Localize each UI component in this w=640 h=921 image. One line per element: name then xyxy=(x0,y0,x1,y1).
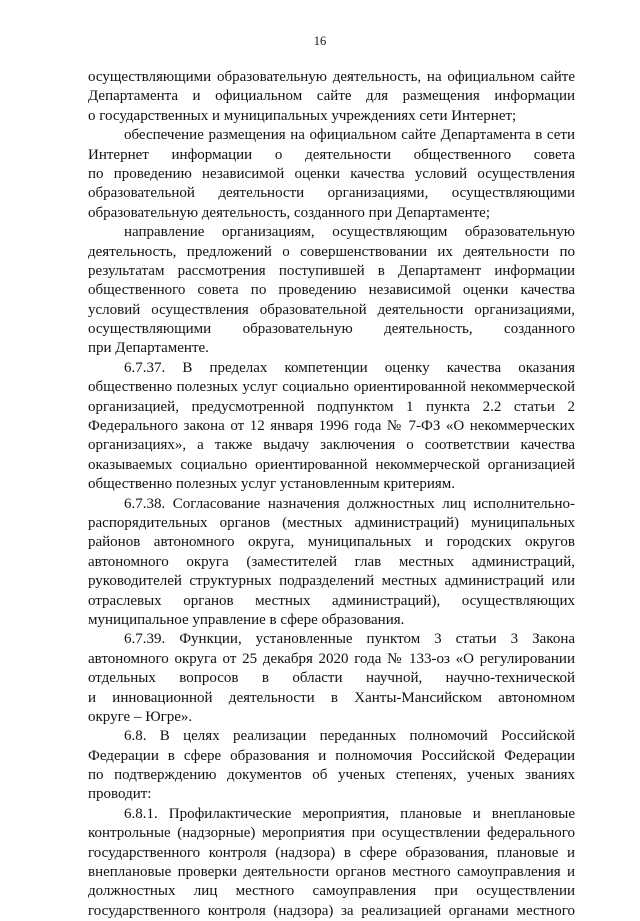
text-line: отраслевых органов местных администраций), осуществляющих xyxy=(88,592,575,609)
text-line: Федерации в сфере образования и полномочия Российской Федерации xyxy=(88,747,575,764)
text-line: общественного совета по проведению независимой оценки качества xyxy=(88,282,575,299)
text-line: руководителей структурных подразделений местных администраций или xyxy=(88,573,575,590)
text-line: при Департаменте. xyxy=(88,340,209,357)
text-line: округе – Югре». xyxy=(88,708,193,725)
text-line: 6.8. В целях реализации переданных полномочий Российской xyxy=(124,728,575,745)
document-body xyxy=(88,68,575,921)
text-line: о государственных и муниципальных учреждениях сети Интернет; xyxy=(88,107,517,124)
text-line: контрольные (надзорные) мероприятия при осуществлении федерального xyxy=(88,825,575,842)
text-line: обеспечение размещения на официальном сайте Департамента в сети xyxy=(124,127,575,144)
text-line: районов автономного округа, муниципальных и городских округов xyxy=(88,534,575,551)
text-line: осуществляющими образовательную деятельность, на официальном сайте xyxy=(88,69,575,85)
text-line: 6.7.37. В пределах компетенции оценку качества оказания xyxy=(124,359,575,376)
text-line: условий осуществления образовательной деятельности организациями, xyxy=(88,301,575,318)
text-line: образовательной деятельности организациями, осуществляющими xyxy=(88,185,575,202)
text-line: и инновационной деятельности в Ханты-Мансийском автономном xyxy=(88,689,575,706)
text-line: направление организациям, осуществляющим образовательную xyxy=(124,224,575,241)
page-number: 16 xyxy=(313,34,327,48)
text-line: Интернет информации о деятельности общественного совета xyxy=(88,146,575,163)
text-line: проводит: xyxy=(88,786,152,803)
text-line: организацией, предусмотренной подпунктом 1 пункта 2.2 статьи 2 xyxy=(88,398,575,415)
text-line: образовательную деятельность, созданного при Департаменте; xyxy=(88,204,490,221)
text-line: автономного округа от 25 декабря 2020 года № 133-оз «О регулировании xyxy=(88,650,575,667)
text-line: 6.7.39. Функции, установленные пунктом 3 статьи 3 Закона xyxy=(124,631,575,648)
text-line: должностных лиц местного самоуправления при осуществлении xyxy=(88,883,575,900)
text-line: государственного контроля (надзора) в сфере образования, плановые и xyxy=(88,844,575,861)
text-line: распорядительных органов (местных администраций) муниципальных xyxy=(88,514,575,531)
text-line: деятельность, предложений о совершенствовании их деятельности по xyxy=(88,243,575,260)
text-line: муниципальное управление в сфере образования. xyxy=(88,611,405,628)
text-line: результатам рассмотрения поступившей в Департамент информации xyxy=(88,262,575,279)
text-line: автономного округа (заместителей глав местных администраций, xyxy=(88,553,575,570)
text-line: оказываемых социально ориентированной некоммерческой организацией xyxy=(88,456,575,473)
text-line: 6.7.38. Согласование назначения должностных лиц исполнительно- xyxy=(124,495,575,512)
text-line: общественно полезных услуг установленным критериям. xyxy=(88,476,456,493)
text-line: общественно полезных услуг социально ориентированной некоммерческой xyxy=(88,379,575,396)
text-line: государственного контроля (надзора) за реализацией органами местного xyxy=(88,902,575,919)
text-line: осуществляющими образовательную деятельность, созданного xyxy=(88,321,575,338)
text-line: организациях», а также выдачу заключения о соответствии качества xyxy=(88,437,575,454)
text-line: Федерального закона от 12 января 1996 года № 7-ФЗ «О некоммерческих xyxy=(88,418,575,435)
text-line: по подтверждению документов об ученых степенях, ученых званиях xyxy=(88,767,575,784)
text-line: Департамента и официальном сайте для размещения информации xyxy=(88,88,575,105)
text-line: по проведению независимой оценки качества условий осуществления xyxy=(88,165,575,182)
text-line: отдельных вопросов в области научной, научно-технической xyxy=(88,670,575,687)
text-line: внеплановые проверки деятельности органов местного самоуправления и xyxy=(88,864,575,881)
text-line: 6.8.1. Профилактические мероприятия, плановые и внеплановые xyxy=(124,805,575,822)
